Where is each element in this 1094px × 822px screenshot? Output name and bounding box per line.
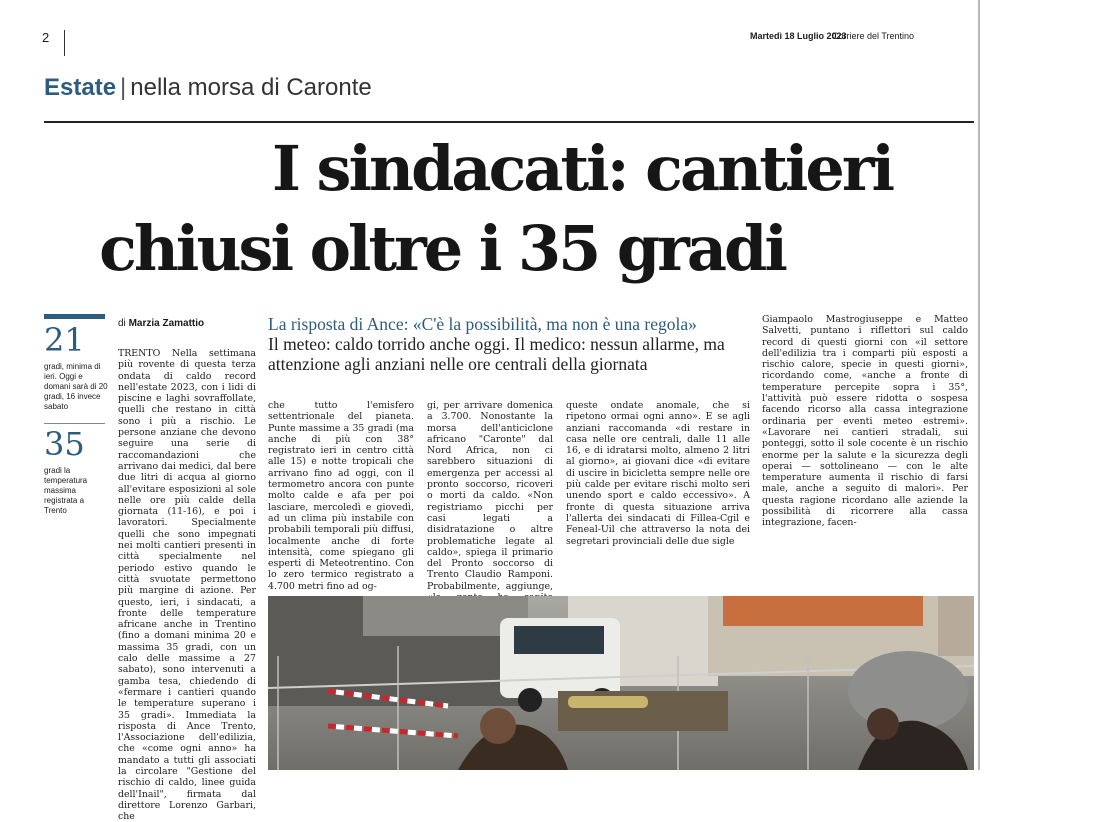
section-title: nella morsa di Caronte: [130, 74, 372, 101]
sidebar-accent-bar: [44, 314, 105, 319]
article-column-1: [118, 348, 256, 822]
article-column-4: [566, 400, 750, 590]
article-column-3: [427, 400, 553, 590]
column-1-text: TRENTO Nella settimana più rovente di questa terza ondata di caldo record nell'estate 2023, con i lidi di piscine e laghi sovraffollate, quelli che restano in città sono i più a rischio. Le persone anziane che devono seguire una serie di raccomandazioni che arrivano dai medici, dal bere due litri di acqua al giorno all'evitare esposizioni al sole nelle ore più calde della giornata (11-16), e poi i lavoratori. Specialmente quelli che sono impegnati nei molti cantieri presenti in città specialmente nel periodo estivo quando le città svuotate permettono più margine di azione. Per questo, ieri, i sindacati, a fronte delle temperature africane anche in Trentino (fino a domani minima 20 e massima 35 gradi, con un calo delle massime a 27 sabato), sono intervenuti a gamba tesa, chiedendo di «fermare i cantieri quando le temperature superano i 35 gradi». Immediata la risposta di Ance Trento, l'Associazione dell'edilizia, che «come ogni anno» ha mandato a tutti gli associati la circolare "Gestione del rischio di caldo, linee guida dell'Inail", firmata dal direttore Lorenzo Garbari, che: [118, 348, 256, 822]
orange-awning: [723, 596, 923, 626]
stat-max-description: gradi la temperatura massima registrata a Trento: [44, 466, 88, 515]
page-number-divider: [64, 30, 65, 56]
photo-illustration: [268, 596, 974, 770]
cement-mixer: [848, 651, 968, 731]
issue-date: Martedì 18 Luglio 2023: [750, 31, 847, 41]
subheadline-line-1: La risposta di Ance: «C'è la possibilità, ma non è una regola»: [268, 314, 697, 334]
newspaper-name: Corriere del Trentino: [832, 31, 915, 41]
headline-line-2: chiusi oltre i 35 gradi: [99, 212, 785, 285]
column-5-text: Giampaolo Mastrogiuseppe e Matteo Salvetti, puntano i riflettori sul caldo record di questi giorni con «il settore dell'edilizia tra i comparti più esposti a rischio calore, specie in questi giorni», ricordando come, «anche a fronte di temperature percepite sopra i 35°, l'attività può essere ridotta o sospesa facendo ricorso alla cassa integrazione ordinaria per eventi meteo estremi». «Lavorare nei cantieri stradali, sui ponteggi, sotto il sole cocente è un rischio enorme per la salute e la sicurezza degli operai — sottolineano — con le alte temperature aumenta il rischio di farsi male, anche a seguito di malori». Per questa ragione ricordano alle aziende la possibilità di ricorrere alla cassa integrazione, facen-: [762, 314, 968, 529]
headline-line-1: I sindacati: cantieri: [271, 132, 893, 205]
byline-author: Marzia Zamattio: [128, 318, 205, 329]
section-kicker: Estate: [44, 74, 117, 101]
byline-prefix: di: [118, 318, 126, 329]
header-rule: [44, 121, 974, 123]
article-column-2: [268, 400, 414, 590]
page-edge: [978, 0, 980, 770]
article-column-5: [762, 314, 968, 596]
section-heading: [44, 74, 372, 102]
sidebar-divider: [44, 423, 105, 424]
construction-site-photo: [268, 596, 974, 770]
stat-min-description: gradi, minima di ieri. Oggi e domani sarà di 20 gradi, 16 invece sabato: [44, 362, 108, 411]
column-2-text: che tutto l'emisfero settentrionale del pianeta. Punte massime a 35 gradi (ma anche di più con 38° registrato ieri in centro città alle 15) e notte tropicali che arrivano fino ad oggi, con il termometro ancora con punte molto calde e afa per poi lasciare, mercoledì e giovedì, ad un clima più instabile con probabili temporali più diffusi, localmente anche di forte intensità, come spiegano gli esperti di Meteotrentino. Con lo zero termico registrato a 4.700 metri fino ad og-: [268, 400, 414, 592]
section-separator: |: [120, 74, 127, 101]
subheadline: [268, 314, 760, 374]
column-3-text: gi, per arrivare domenica a 3.700. Nonostante la morsa dell'anticiclone africano "Caronte" dal Nord Africa, non ci sarebbero situazioni di emergenza per accessi al pronto soccorso, ricoveri o morti da caldo. «Non registriamo picchi per casi legati a disidratazione o altre problematiche legate al caldo», spiega il primario del Pronto soccorso di Trento Claudio Ramponi. Probabilmente, aggiunge,: [427, 400, 553, 592]
stat-min-temperature: 21: [44, 321, 85, 359]
column-4-text: queste ondate anomale, che si ripetono ormai ogni anno». E se agli anziani raccomanda «di restare in casa nelle ore centrali, dalle 11 alle 16, e di idratarsi molto, almeno 2 litri al giorno», ai giovani dice «di evitare di uscire in bicicletta sempre nelle ore più calde per evitare rischi molto seri unendo sport e caldo eccessivo». A fronte di questa situazione arriva l'allerta dei sindacati di Fillea-Cgil e Feneal-Uil che attraverso la nota dei segretari provinciali delle due sigle: [566, 400, 750, 547]
stat-max-temperature: 35: [44, 425, 85, 463]
subheadline-line-2: Il meteo: caldo torrido anche oggi. Il medico: nessun allarme, ma attenzione agli anziani nelle ore centrali della giornata: [268, 334, 725, 374]
byline: [118, 318, 204, 329]
page-number: 2: [42, 30, 50, 45]
